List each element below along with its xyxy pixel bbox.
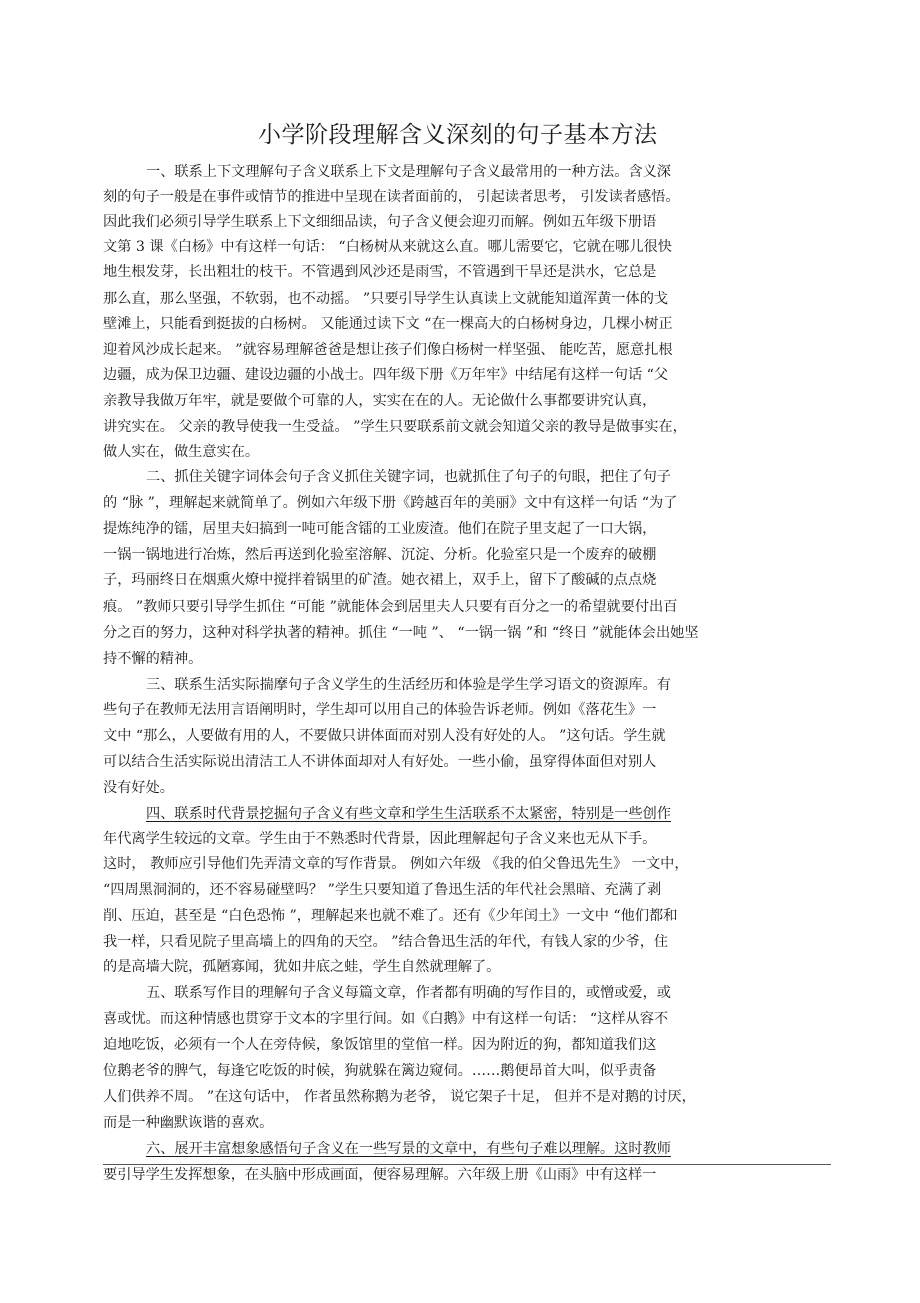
paragraph-line: 六、展开丰富想象感悟句子含义在一些写景的文章中，有些句子难以理解。这时教师 (146, 1141, 671, 1157)
paragraph-line: 讲究实在。 父亲的教导使我一生受益。 ”学生只要联系前文就会知道父亲的教导是做事实在， (103, 419, 687, 435)
paragraph-line: 可以结合生活实际说出清洁工人不讲体面却对人有好处。一些小偷，虽穿得体面但对别人 (103, 754, 657, 770)
paragraph-line: 分之百的努力，这种对科学执著的精神。抓住 “一吨 ”、 “一锅一锅 ”和 “终日 ”就能体会出她坚 (103, 625, 699, 641)
paragraph-line: 些句子在教师无法用言语阐明时，学生却可以用自己的体验告诉老师。例如《落花生》一 (103, 702, 657, 718)
paragraph-line: 削、压迫，甚至是 “白色恐怖 ”，理解起来也就不难了。还有《少年闰土》一文中 “他们都和 (103, 908, 678, 924)
paragraph-line: 迎着风沙成长起来。 ”就容易理解爸爸是想让孩子们像白杨树一样坚强、 能吃苦，愿意扎根 (103, 342, 673, 358)
divider-line (103, 1164, 831, 1165)
paragraph-line: 人们供养不周。 ”在这句话中， 作者虽然称鹅为老爷， 说它架子十足， 但并不是对鹅的讨厌， (103, 1089, 696, 1105)
paragraph-line: 刻的句子一般是在事件或情节的推进中呈现在读者面前的， 引起读者思考， 引发读者感悟。 (103, 189, 680, 205)
paragraph-line: 做人实在，做生意实在。 (103, 444, 260, 460)
paragraph-line: 而是一种幽默诙谐的喜欢。 (103, 1115, 274, 1131)
paragraph-line: 喜或忧。而这种情感也贯穿于文本的字里行间。如《白鹅》中有这样一句话： “这样从容不 (103, 1011, 669, 1027)
paragraph-line: 年代离学生较远的文章。学生由于不熟悉时代背景，因此理解起句子含义来也无从下手。 (103, 831, 657, 847)
paragraph-line: 的是高墙大院，孤陋寡闻，犹如井底之蛙，学生自然就理解了。 (103, 959, 501, 975)
paragraph-line: 那么直，那么坚强，不软弱，也不动摇。 ”只要引导学生认真读上文就能知道浑黄一体的戈 (103, 291, 669, 307)
paragraph-line: 地生根发芽，长出粗壮的枝干。不管遇到风沙还是雨雪，不管遇到干旱还是洪水，它总是 (103, 264, 657, 280)
paragraph-line: 持不懈的精神。 (103, 651, 203, 667)
document-title: 小学阶段理解含义深刻的句子基本方法 (258, 122, 658, 148)
paragraph-line: 我一样，只看见院子里高墙上的四角的天空。 ”结合鲁迅生活的年代，有钱人家的少爷，住 (103, 934, 669, 950)
paragraph-line: 的 “脉 ”，理解起来就简单了。例如六年级下册《跨越百年的美丽》文中有这样一句话 “为了 (103, 495, 678, 511)
paragraph-line: 要引导学生发挥想象，在头脑中形成画面，便容易理解。六年级上册《山雨》中有这样一 (103, 1167, 657, 1183)
paragraph-line: 没有好处。 (103, 780, 174, 796)
paragraph-line: 边疆，成为保卫边疆、建设边疆的小战士。四年级下册《万年牢》中结尾有这样一句话 “父 (103, 367, 669, 383)
paragraph-line: 三、联系生活实际揣摩句子含义学生的生活经历和体验是学生学习语文的资源库。有 (146, 677, 671, 693)
paragraph-line: 二、抓住关键字词体会句子含义抓住关键字词，也就抓住了句子的句眼，把住了句子 (146, 469, 671, 485)
paragraph-line: 亲教导我做万年牢，就是要做个可靠的人，实实在在的人。无论做什么事都要讲究认真， (103, 393, 657, 409)
paragraph-line: 五、联系写作目的理解句子含义每篇文章，作者都有明确的写作目的，或憎或爱，或 (146, 985, 671, 1001)
paragraph-line: “四周黑洞洞的，还不容易碰壁吗？ ”学生只要知道了鲁迅生活的年代社会黑暗、充满了剥 (103, 882, 662, 898)
paragraph-line: 这时， 教师应引导他们先弄清文章的写作背景。 例如六年级 《我的伯父鲁迅先生》 一文中， (103, 856, 689, 872)
paragraph-line: 迫地吃饭，必须有一个人在旁侍候，象饭馆里的堂倌一样。因为附近的狗，都知道我们这 (103, 1037, 657, 1053)
paragraph-line: 一、联系上下文理解句子含义联系上下文是理解句子含义最常用的一种方法。含义深 (146, 164, 671, 180)
paragraph-line: 子，玛丽终日在烟熏火燎中搅拌着锅里的矿渣。她衣裙上，双手上，留下了酸碱的点点烧 (103, 572, 657, 588)
paragraph-line: 文中 “那么，人要做有用的人，不要做只讲体面而对别人没有好处的人。 ”这句话。学生就 (103, 728, 666, 744)
paragraph-line: 位鹅老爷的脾气，每逢它吃饭的时候，狗就躲在篱边窥伺。……鹅便昂首大叫，似乎责备 (103, 1063, 657, 1079)
paragraph-line: 一锅一锅地进行冶炼，然后再送到化验室溶解、沉淀、分析。化验室只是一个废弃的破棚 (103, 547, 657, 563)
paragraph-line: 因此我们必须引导学生联系上下文细细品读，句子含义便会迎刃而解。例如五年级下册语 (103, 214, 657, 230)
paragraph-line: 文第 3 课《白杨》中有这样一句话： “白杨树从来就这么直。哪儿需要它，它就在哪儿很快 (103, 239, 672, 255)
paragraph-line: 提炼纯净的镭，居里夫妇搞到一吨可能含镭的工业废渣。他们在院子里支起了一口大锅， (103, 521, 657, 537)
paragraph-line: 四、联系时代背景挖掘句子含义有些文章和学生生活联系不太紧密，特别是一些创作 (146, 806, 671, 822)
paragraph-line: 壁滩上，只能看到挺拔的白杨树。 又能通过读下文 “在一棵高大的白杨树身边，几棵小树正 (103, 316, 673, 332)
paragraph-line: 痕。 ”教师只要引导学生抓住 “可能 ”就能体会到居里夫人只要有百分之一的希望就要付出百 (103, 599, 678, 615)
